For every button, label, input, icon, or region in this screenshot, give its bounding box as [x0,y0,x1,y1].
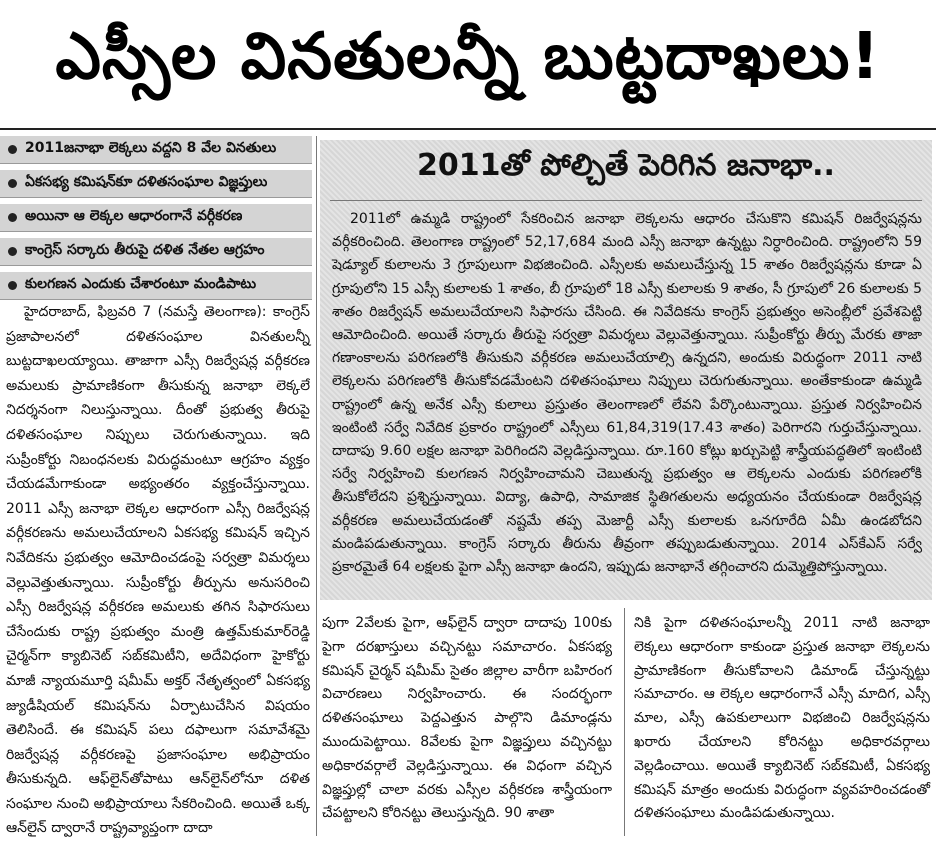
bullet-text: కులగణన ఎందుకు చేశారంటూ మండిపాటు [25,276,257,292]
sub-headline: 2011తో పోల్చితే పెరిగిన జనాభా.. [417,148,835,183]
bullet-dot-icon [8,145,17,154]
bullet-item [0,238,312,266]
middle-column-text [322,612,612,826]
shaded-column-text [332,208,922,579]
left-column-text [6,300,310,841]
column-rule [316,136,317,836]
bullet-text: 2011జనాభా లెక్కలు వద్దని 8 వేల వినతులు [25,140,277,156]
bullet-item [0,272,312,300]
bullet-item [0,204,312,232]
headline: ఎస్సీల వినతులన్నీ బుట్టదాఖలు! [55,19,881,94]
bullet-item [0,170,312,198]
bullet-text: అయినా ఆ లెక్కల ఆధారంగానే వర్గీకరణ [25,208,243,224]
bullet-text: కాంగ్రెస్ సర్కారు తీరుపై దళిత నేతల ఆగ్రహం [25,242,265,258]
bullet-dot-icon [8,213,17,222]
bullet-list [0,136,312,306]
right-column-text [634,612,930,826]
sub-headline-rule [330,200,922,201]
bullet-dot-icon [8,179,17,188]
bullet-item [0,136,312,164]
headline-divider [0,128,936,130]
article-paragraph: నికి పైగా దళితసంఘాలన్నీ 2011 నాటి జనాభా లెక్కలు ఆధారంగా కాకుండా ప్రస్తుత జనాభా లెక్కలను ప్రామాణికంగా తీసుకోవాలని డిమాండ్ చేస్తున్నట్టు సమాచారం. ఆ లెక్కల ఆధారంగానే ఎస్సీ మాదిగ, ఎస్సీ మాల, ఎస్సీ ఉపకులాలుగా విభజించి రిజర్వేషన్లను ఖరారు చేయాలని కోరినట్టు అధికారవర్గాలు వెల్లడించాయి. అయితే క్యాబినెట్ సబ్‌కమిటీ, ఏకసభ్య కమిషన్ మాత్రం అందుకు విరుద్ధంగా వ్యవహరించడంతో దళితసంఘాలు మండిపడుతున్నాయి. [634,615,930,822]
bullet-dot-icon [8,281,17,290]
bullet-dot-icon [8,247,17,256]
article-paragraph: పుగా 2వేలకు పైగా, ఆఫ్‌లైన్ ద్వారా దాదాపు 100కు పైగా దరఖాస్తులు వచ్చినట్టు సమాచారం. ఏకసభ్య కమిషన్ చైర్మన్ షమీమ్ సైతం జిల్లాల వారీగా బహిరంగ విచారణలు నిర్వహించారు. ఈ సందర్భంగా దళితసంఘాలు పెద్దఎత్తున పాల్గొని డిమాండ్లను ముందుపెట్టాయి. 8వేలకు పైగా విజ్ఞప్తులు వచ్చినట్టు అధికారవర్గాలే వెల్లడిస్తున్నాయి. ఈ విధంగా వచ్చిన విజ్ఞప్తుల్లో చాలా వరకు ఎస్సీల వర్గీకరణ శాస్త్రీయంగా చేపట్టాలని కోరినట్టు తెలుస్తున్నది. 90 శాతా [322,615,612,822]
article-paragraph: 2011లో ఉమ్మడి రాష్ట్రంలో సేకరించిన జనాభా లెక్కలను ఆధారం చేసుకొని కమిషన్ రిజర్వేషన్లను వర్గీకరించింది. తెలంగాణ రాష్ట్రంలో 52,17,684 మంది ఎస్సీ జనాభా ఉన్నట్టు నిర్ధారించింది. రాష్ట్రంలోని 59 షెడ్యూల్ కులాలను 3 గ్రూపులుగా విభజించింది. ఎస్సీలకు అమలుచేస్తున్న 15 శాతం రిజర్వేషన్లను కూడా ఏ గ్రూపులోని 15 ఎస్సీ కులాలకు 1 శాతం, బీ గ్రూపులో 18 ఎస్సీ కులాలకు 9 శాతం, సీ గ్రూపులో 26 కులాలకు 5 శాతం రిజర్వేషన్ అమలుచేయాలని సిఫారసు చేసింది. ఈ నివేదికను కాంగ్రెస్ ప్రభుత్వం అసెంబ్లీలో ప్రవేశపెట్టి ఆమోదించింది. అయితే సర్కారు తీరుపై సర్వత్రా విమర్శలు వెల్లువెత్తున్నాయి. సుప్రీంకోర్టు తీర్పు మేరకు తాజా గణాంకాలను పరిగణలోకి తీసుకుని వర్గీకరణ అమలుచేయాల్సి ఉన్నదని, అందుకు విరుద్ధంగా 2011 నాటి లెక్కలను పరిగణలోకి తీసుకోవడమేంటని దళితసంఘాలు నిప్పులు చెరుగుతున్నాయి. అంతేకాకుండా ఉమ్మడి రాష్ట్రంలో ఉన్న అనేక ఎస్సీ కులాలు ప్రస్తుతం తెలంగాణలో లేవని పేర్కొంటున్నాయి. ప్రస్తుత నిర్వహించిన ఇంటింటి సర్వే నివేదిక ప్రకారం రాష్ట్రంలో ఎస్సీలు 61,84,319(17.43 శాతం) పెరిగారని గుర్తుచేస్తున్నాయి. దాదాపు 9.60 లక్షల జనాభా పెరిగిందని వెల్లడిస్తున్నాయి. రూ.160 కోట్లు ఖర్చుపెట్టి శాస్త్రీయపద్ధతిలో ఇంటింటి సర్వే నిర్వహించి కులగణన నిర్వహించామని చెబుతున్న ప్రభుత్వం ఆ లెక్కలను ఎందుకు పరిగణలోకి తీసుకోలేదని ప్రశ్నిస్తున్నాయి. విద్యా, ఉపాధి, సామాజిక స్థితిగతులను అధ్యయనం చేయకుండా రిజర్వేషన్ల వర్గీకరణ అమలుచేయడంతో నష్టమే తప్ప మెజార్టీ ఎస్సీ కులాలకు ఒనగూరేది ఏమీ ఉండబోదని మండిపడుతున్నాయి. కాంగ్రెస్ సర్కారు తీరును తీవ్రంగా తప్పుబడుతున్నాయి. 2014 ఎస్‌కేఎస్ సర్వే ప్రకారమైతే 64 లక్షలకు పైగా ఎస్సీ జనాభా ఉందని, ఇప్పుడు జనాభానే తగ్గించారని దుమ్మెత్తిపోస్తున్నాయి. [332,211,922,576]
article-paragraph: హైదరాబాద్, ఫిబ్రవరి 7 (నమస్తే తెలంగాణ): కాంగ్రెస్ ప్రజాపాలనలో దళితసంఘాల వినతులన్నీ బుట్టదాఖలయ్యాయి. తాజాగా ఎస్సీ రిజర్వేషన్ల వర్గీకరణ అమలుకు ప్రామాణికంగా తీసుకున్న జనాభా లెక్కలే నిదర్శనంగా నిలుస్తున్నాయి. దీంతో ప్రభుత్వ తీరుపై దళితసంఘాల నిప్పులు చెరుగుతున్నాయి. ఇది సుప్రీంకోర్టు నిబంధనలకు విరుద్ధమంటూ ఆగ్రహం వ్యక్తం చేయడమేగాకుండా అభ్యంతరం వ్యక్తంచేస్తున్నాయి. 2011 ఎస్సీ జనాభా లెక్కల ఆధారంగా ఎస్సీ రిజర్వేషన్ల వర్గీకరణను అమలుచేయాలని ఏకసభ్య కమిషన్ ఇచ్చిన నివేదికను ప్రభుత్వం ఆమోదించడంపై సర్వత్రా విమర్శలు వెల్లువెత్తుతున్నాయి. సుప్రీంకోర్టు తీర్పును అనుసరించి ఎస్సీ రిజర్వేషన్ల వర్గీకరణ అమలుకు తగిన సిఫారసులు చేసేందుకు రాష్ట్ర ప్రభుత్వం మంత్రి ఉత్తమ్‌కుమార్‌రెడ్డి చైర్మన్‌గా క్యాబినెట్ సబ్‌కమిటీని, అదేవిధంగా హైకోర్టు మాజీ న్యాయమూర్తి షమీమ్ అక్తర్ నేతృత్వంలో ఏకసభ్య జ్యుడీషియల్ కమిషన్‌ను ఏర్పాటుచేసిన విషయం తెలిసిందే. ఈ కమిషన్ పలు దఫాలుగా సమావేశమై రిజర్వేషన్ల వర్గీకరణపై ప్రజాసంఘాల అభిప్రాయం తీసుకున్నది. ఆఫ్‌లైన్‌తోపాటు ఆన్‌లైన్‌లోనూ దళిత సంఘాల నుంచి అభిప్రాయాలు సేకరించింది. అయితే ఒక్క ఆన్‌లైన్ ద్వారానే రాష్ట్రవ్యాప్తంగా దాదా [6,304,310,837]
column-rule [624,608,625,836]
bullet-text: ఏకసభ్య కమిషన్‌కూ దళితసంఘాల విజ్ఞప్తులు [25,174,268,190]
